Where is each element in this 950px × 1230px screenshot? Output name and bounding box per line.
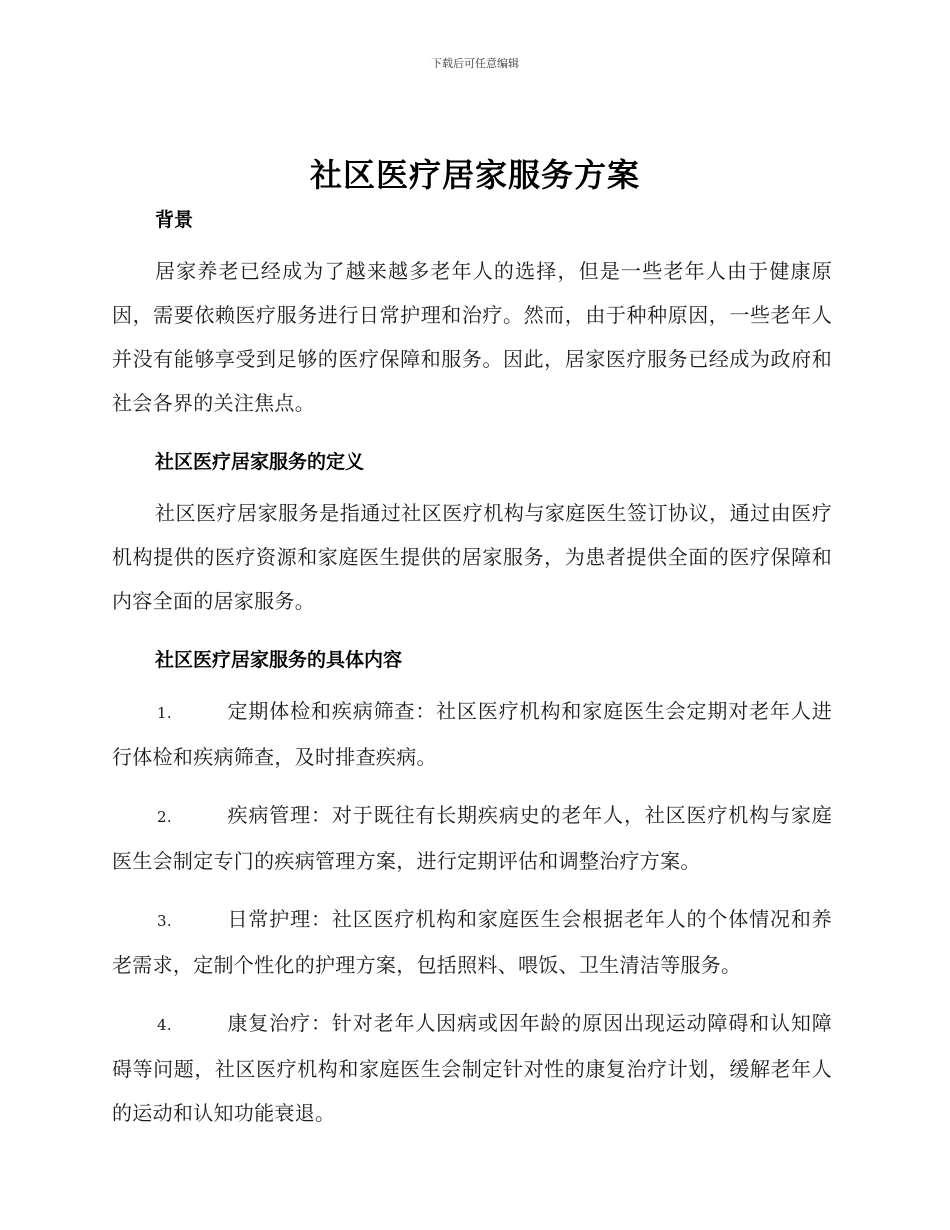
list-item-number: 1. (157, 704, 172, 722)
list-item-number: 2. (157, 808, 172, 826)
list-item (112, 689, 832, 779)
list-item (112, 897, 832, 987)
list-item (112, 793, 832, 883)
section-heading-content: 社区医疗居家服务的具体内容 (155, 649, 403, 671)
list-item-text: 康复治疗：针对老年人因病或因年龄的原因出现运动障碍和认知障碍等问题，社区医疗机构和家庭医生会制定针对性的康复治疗计划，缓解老年人的运动和认知功能衰退。 (112, 1011, 832, 1125)
section-heading-definition: 社区医疗居家服务的定义 (155, 451, 365, 473)
document-body (112, 205, 832, 1135)
list-item-text: 日常护理：社区医疗机构和家庭医生会根据老年人的个体情况和养老需求，定制个性化的护理方案，包括照料、喂饭、卫生清洁等服务。 (112, 907, 832, 977)
list-item-text: 定期体检和疾病筛查：社区医疗机构和家庭医生会定期对老年人进行体检和疾病筛查，及时排查疾病。 (112, 699, 832, 769)
document-title: 社区医疗居家服务方案 (309, 156, 640, 194)
section-heading-background: 背景 (155, 209, 194, 231)
list-item-text: 疾病管理：对于既往有长期疾病史的老年人，社区医疗机构与家庭医生会制定专门的疾病管理方案，进行定期评估和调整治疗方案。 (112, 803, 832, 873)
list-item (112, 1001, 832, 1135)
section-paragraph-definition: 社区医疗居家服务是指通过社区医疗机构与家庭医生签订协议，通过由医疗机构提供的医疗资源和家庭医生提供的居家服务，为患者提供全面的医疗保障和内容全面的居家服务。 (112, 501, 832, 613)
section-paragraph-background: 居家养老已经成为了越来越多老年人的选择，但是一些老年人由于健康原因，需要依赖医疗服务进行日常护理和治疗。然而，由于种种原因，一些老年人并没有能够享受到足够的医疗保障和服务。因此，居家医疗服务已经成为政府和社会各界的关注焦点。 (112, 259, 832, 415)
list-item-number: 4. (157, 1016, 172, 1034)
header-note: 下载后可任意编辑 (431, 57, 519, 70)
list-item-number: 3. (157, 912, 172, 930)
